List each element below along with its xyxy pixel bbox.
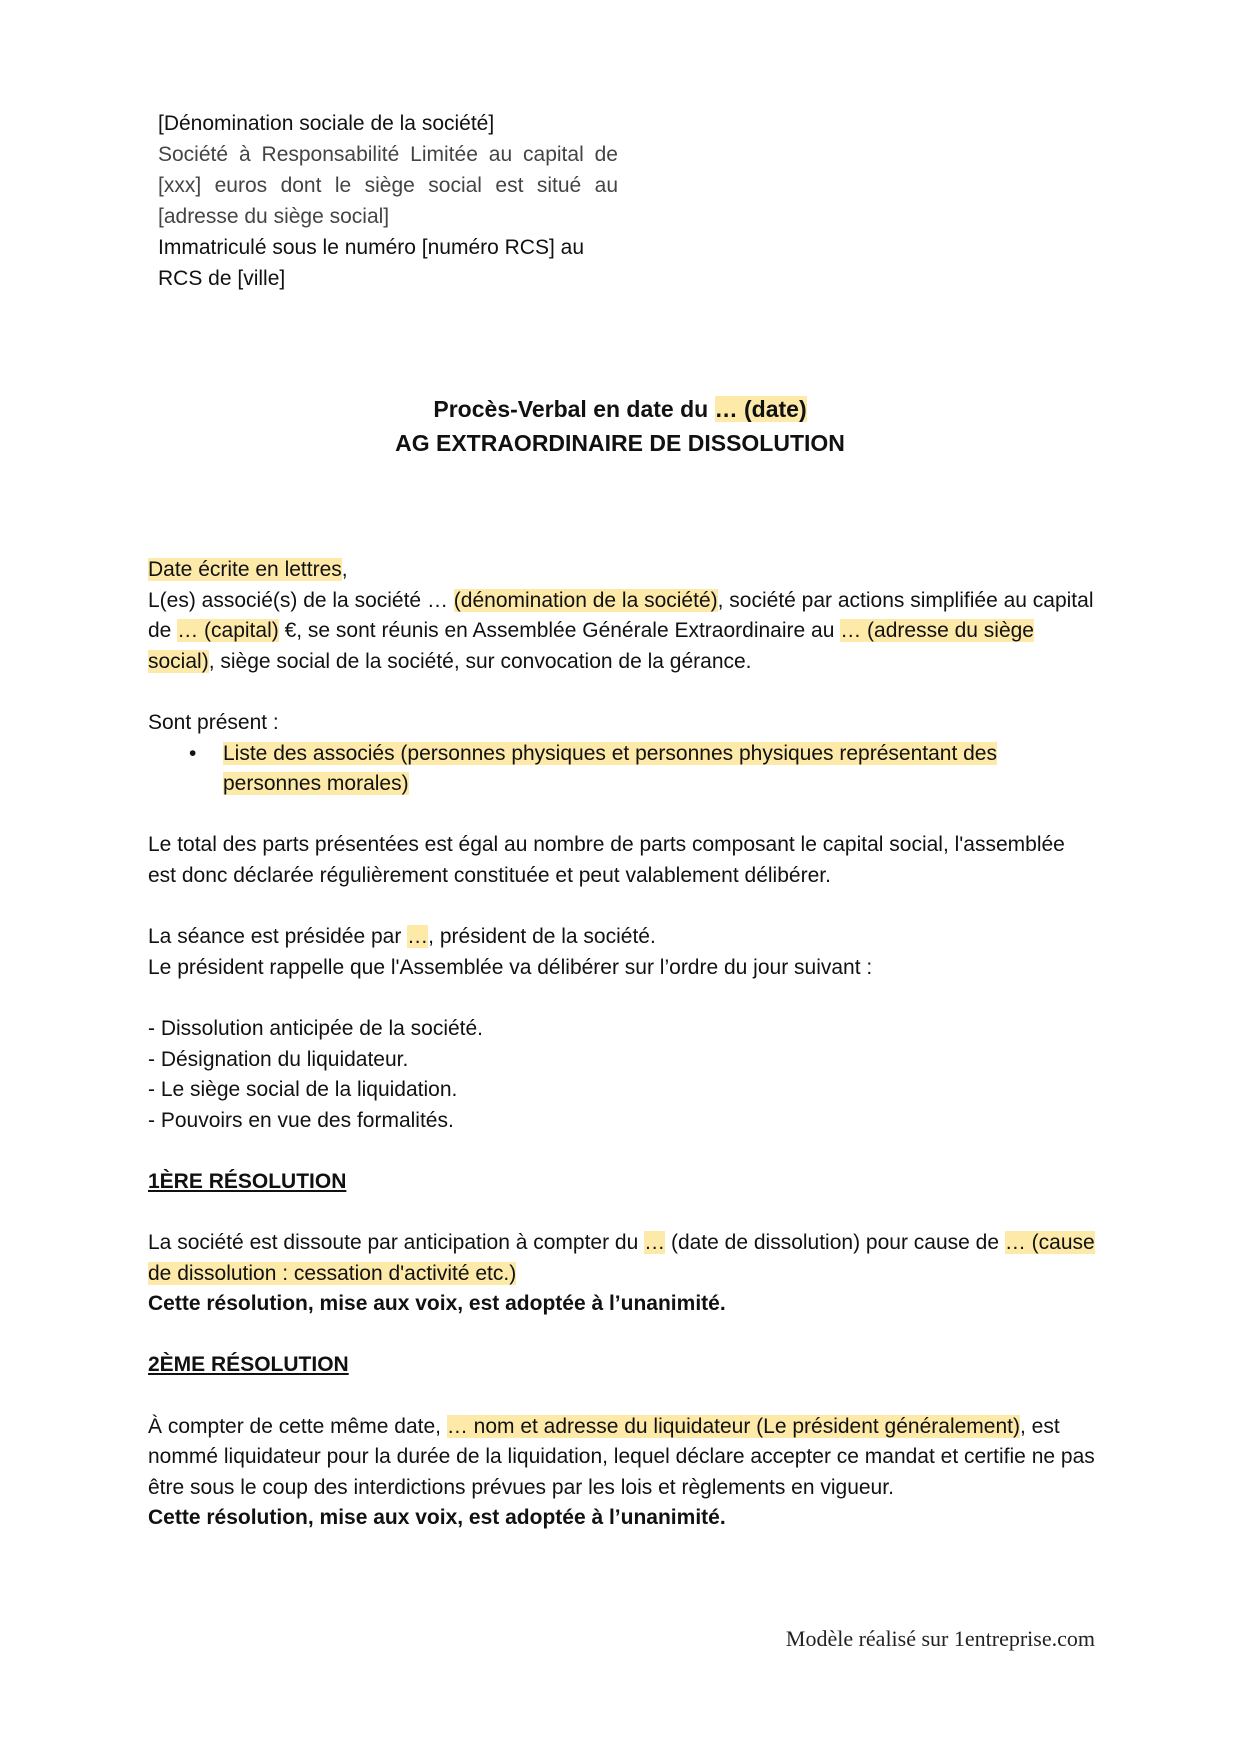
intro-placeholder-capital: … (capital) (177, 619, 279, 643)
intro-comma: , (341, 558, 348, 581)
date-in-words: Date écrite en lettres (148, 558, 342, 581)
res2-liquidator-placeholder: … nom et adresse du liquidateur (Le président généralement) (446, 1414, 1020, 1438)
seance-text-2: , président de la société. (428, 925, 656, 949)
intro-text-1: L(es) associé(s) de la société … (148, 588, 454, 612)
res1-cause-placeholder: … (cause de dissolution : cessation d'activité etc.) (148, 1231, 1095, 1285)
presence-list (148, 739, 1098, 800)
res2-text-1: À compter de cette même date, (148, 1414, 447, 1438)
presence-item: Liste des associés (personnes physiques et personnes physiques représentant des personnes morales) (223, 741, 997, 796)
intro-placeholder-address: … (adresse du siège social) (148, 619, 1034, 673)
quorum-paragraph: Le total des parts présentées est égal au nombre de parts composant le capital social, l'assemblée est donc déclarée régulièrement constituée et peut valablement délibérer. (148, 833, 1065, 887)
president-placeholder: … (407, 925, 429, 949)
title-subtitle: AG EXTRAORDINAIRE DE DISSOLUTION (395, 430, 845, 456)
intro-text-2: , société par actions simplifiée au capital de (148, 588, 1094, 643)
res1-text-1: La société est dissoute par anticipation à compter du (148, 1231, 645, 1255)
agenda-item: - Désignation du liquidateur. (148, 1047, 409, 1071)
seance-line-1 (148, 922, 1098, 953)
intro-placeholder-name: (dénomination de la société) (453, 588, 718, 612)
intro-paragraph (148, 586, 1098, 678)
company-capital-address: Société à Responsabilité Limitée au capital de [xxx] euros dont le siège social est situé au [adresse du siège social] (158, 143, 618, 228)
company-name: [Dénomination sociale de la société] (158, 112, 495, 135)
company-registration: Immatriculé sous le numéro [numéro RCS] au RCS de [ville] (158, 236, 584, 290)
resolution-2-heading: 2ÈME RÉSOLUTION (148, 1353, 349, 1377)
list-item (189, 739, 1098, 800)
resolution-2-text (148, 1412, 1098, 1504)
document-body (148, 555, 1098, 1534)
intro-date-line (148, 555, 1098, 586)
presence-label: Sont présent : (148, 710, 279, 734)
seance-text-1: La séance est présidée par (148, 925, 408, 949)
intro-text-3: €, se sont réunis en Assemblée Générale Extraordinaire au (278, 619, 841, 643)
company-header (158, 108, 618, 294)
title-prefix: Procès-Verbal en date du (433, 396, 715, 422)
res1-date-placeholder: … (644, 1231, 666, 1255)
agenda-item: - Le siège social de la liquidation. (148, 1078, 458, 1102)
intro-text-4: , siège social de la société, sur convocation de la gérance. (208, 649, 752, 673)
document-title (0, 392, 1240, 460)
bullet-icon: • (189, 741, 197, 765)
agenda-item: - Dissolution anticipée de la société. (148, 1016, 484, 1040)
title-date-placeholder: … (date) (714, 396, 807, 422)
resolution-1-text (148, 1228, 1098, 1289)
resolution-1-vote: Cette résolution, mise aux voix, est adoptée à l’unanimité. (148, 1292, 726, 1316)
res2-text-2: , est nommé liquidateur pour la durée de la liquidation, lequel déclare accepter ce mandat et certifie ne pas être sous le coup des interdictions prévues par les lois et règlements en vigueur. (148, 1414, 1095, 1499)
seance-line-2: Le président rappelle que l'Assemblée va délibérer sur l’ordre du jour suivant : (148, 955, 873, 979)
footer-credit: Modèle réalisé sur 1entreprise.com (785, 1626, 1095, 1651)
res1-text-2: (date de dissolution) pour cause de (665, 1231, 1005, 1255)
title-line (0, 392, 1240, 426)
agenda-item: - Pouvoirs en vue des formalités. (148, 1108, 454, 1132)
resolution-2-vote: Cette résolution, mise aux voix, est adoptée à l’unanimité. (148, 1506, 726, 1530)
resolution-1-heading: 1ÈRE RÉSOLUTION (148, 1169, 347, 1193)
